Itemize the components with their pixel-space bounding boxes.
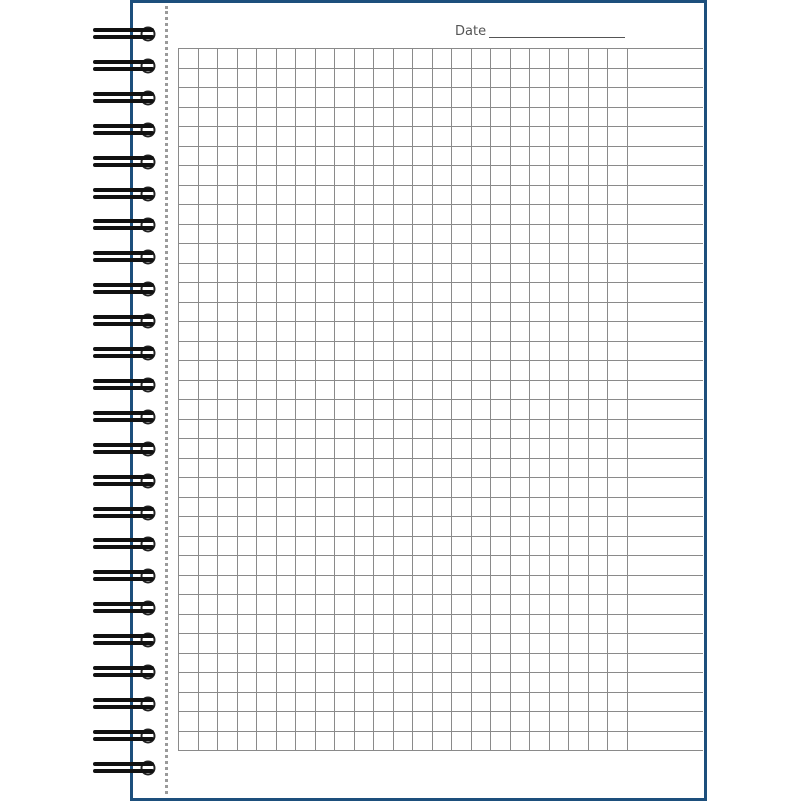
spiral-ring [92,184,158,204]
spiral-ring [92,279,158,299]
spiral-ring [92,662,158,682]
date-write-line[interactable] [489,37,625,38]
spiral-ring [92,215,158,235]
spiral-ring [92,24,158,44]
spiral-ring [92,375,158,395]
spiral-ring [92,630,158,650]
spiral-ring [92,311,158,331]
spiral-ring [92,343,158,363]
grid-paper[interactable] [178,48,703,766]
spiral-ring [92,758,158,778]
spiral-ring [92,247,158,267]
spiral-ring [92,534,158,554]
spiral-ring [92,88,158,108]
spiral-ring [92,120,158,140]
spiral-ring [92,56,158,76]
spiral-ring [92,598,158,618]
spiral-ring [92,407,158,427]
spiral-ring [92,471,158,491]
spiral-ring [92,503,158,523]
spiral-ring [92,566,158,586]
perforation-line [165,6,168,794]
spiral-ring [92,152,158,172]
spiral-ring [92,726,158,746]
grid-lines [178,48,703,766]
spiral-ring [92,694,158,714]
spiral-ring [92,439,158,459]
date-field[interactable] [455,22,630,42]
date-label: Date [455,24,487,39]
